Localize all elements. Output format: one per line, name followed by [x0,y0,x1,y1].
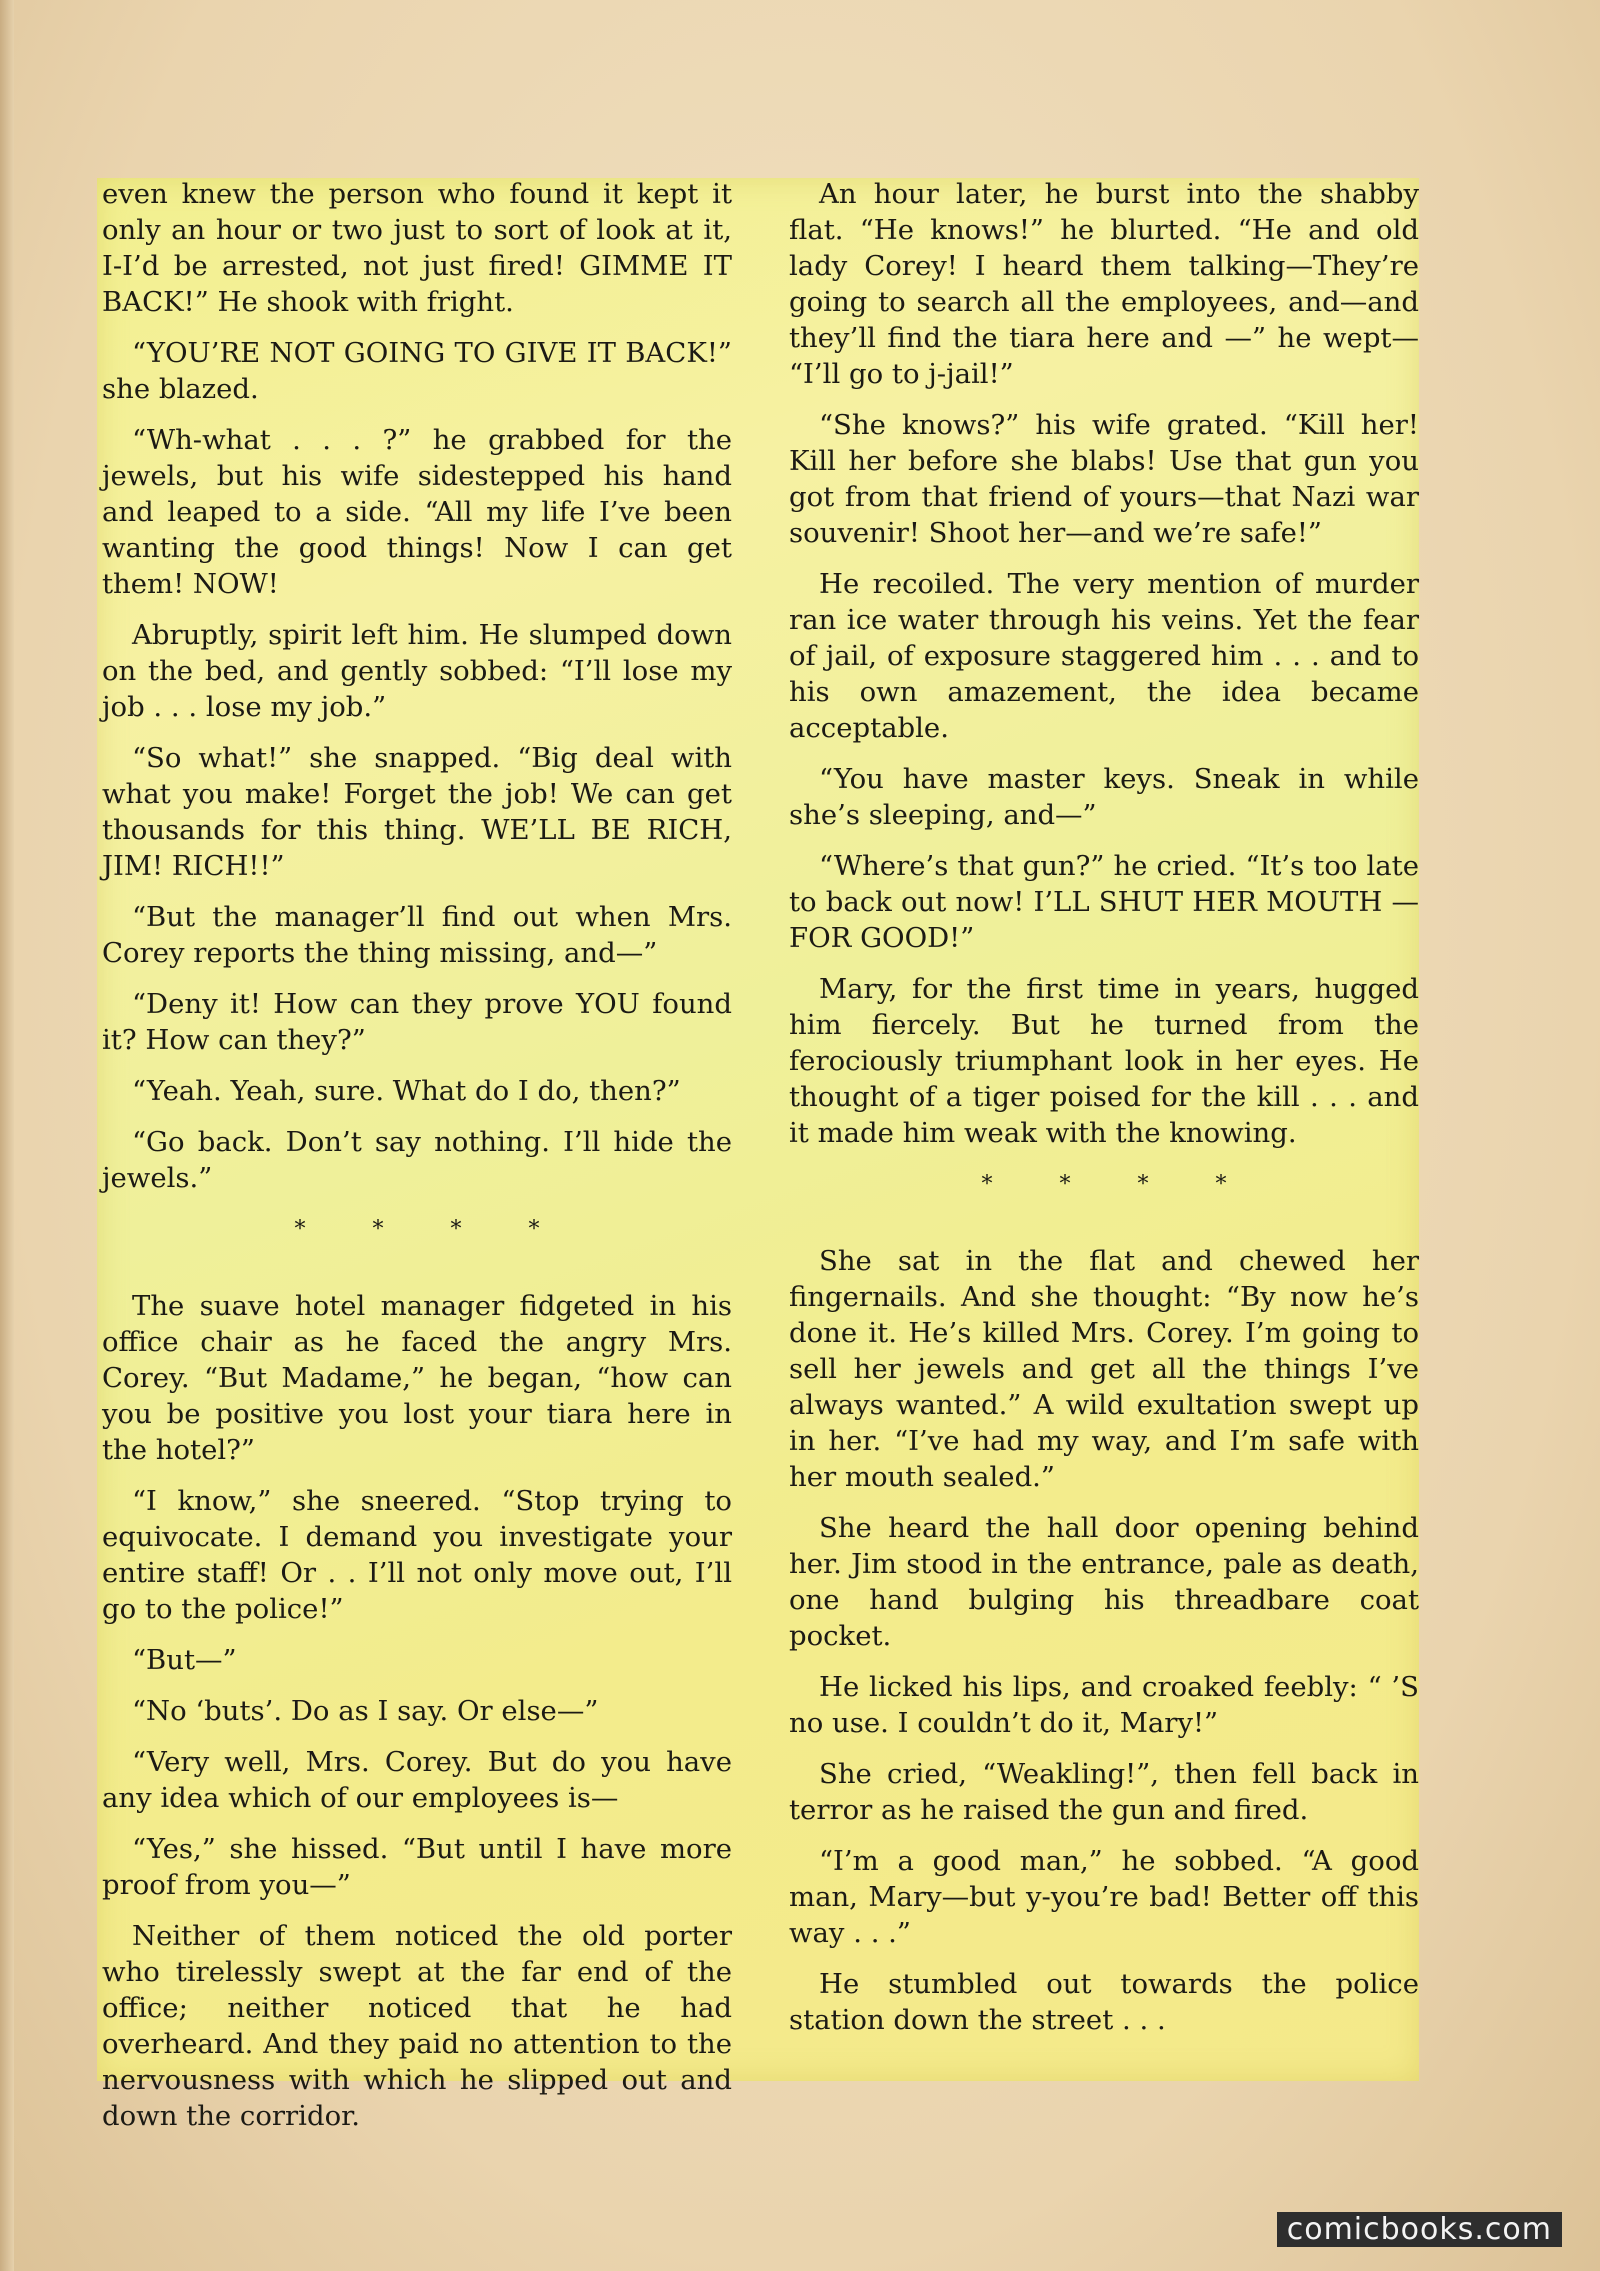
paragraph: “But the manager’ll find out when Mrs. Corey reports the thing missing, and—” [102,901,732,969]
paragraph: “So what!” she snapped. “Big deal with what you make! Forget the job! We can get thousands for this thing. WE’LL BE RICH, JIM! RICH!!” [102,742,732,882]
right-column [789,176,1419,2053]
paragraph: “Go back. Don’t say nothing. I’ll hide the jewels.” [102,1126,732,1194]
paragraph: “She knows?” his wife grated. “Kill her! Kill her before she blabs! Use that gun you got from that friend of yours—that Nazi war souvenir! Shoot her—and we’re safe!” [789,409,1419,549]
paragraph: Neither of them noticed the old porter who tirelessly swept at the far end of the office; neither noticed that he had overheard. And they paid no attention to the nervousness with which he slipped out and down the corridor. [102,1920,732,2132]
paragraph: Abruptly, spirit left him. He slumped down on the bed, and gently sobbed: “I’ll lose my job . . . lose my job.” [102,619,732,723]
paragraph: He recoiled. The very mention of murder ran ice water through his veins. Yet the fear of jail, of exposure staggered him . . . and to his own amazement, the idea became acceptable. [789,568,1419,744]
paragraph: Mary, for the first time in years, hugged him fiercely. But he turned from the ferociously triumphant look in her eyes. He thought of a tiger poised for the kill . . . and it made him weak with the knowing. [789,973,1419,1149]
paragraph: He stumbled out towards the police station down the street . . . [789,1968,1419,2036]
paragraph: “But—” [132,1644,237,1676]
paragraph: “Very well, Mrs. Corey. But do you have any idea which of our employees is— [102,1746,732,1814]
paragraph: “Wh-what . . . ?” he grabbed for the jewels, but his wife sidestepped his hand and leaped to a side. “All my life I’ve been wanting the good things! Now I can get them! NOW! [102,424,732,600]
paragraph: She sat in the flat and chewed her fingernails. And she thought: “By now he’s done it. He’s killed Mrs. Corey. I’m going to sell her jewels and get all the things I’ve always wanted.” A wild exultation swept up in her. “I’ve had my way, and I’m safe with her mouth sealed.” [789,1245,1419,1493]
paragraph: An hour later, he burst into the shabby flat. “He knows!” he blurted. “He and old lady Corey! I heard them talking—They’re going to search all the employees, and—and they’ll find the tiara here and —” he wept— “I’ll go to j-jail!” [789,178,1419,390]
paragraph: The suave hotel manager fidgeted in his office chair as he faced the angry Mrs. Corey. “But Madame,” he began, “how can you be positive you lost your tiara here in the hotel?” [102,1290,732,1466]
paragraph: “Deny it! How can they prove YOU found it? How can they?” [102,988,732,1056]
paragraph: She heard the hall door opening behind her. Jim stood in the entrance, pale as death, one hand bulging his threadbare coat pocket. [789,1512,1419,1652]
paragraph: “I know,” she sneered. “Stop trying to equivocate. I demand you investigate your entire staff! Or . . I’ll not only move out, I’ll go to the police!” [102,1485,732,1625]
site-watermark: comicbooks.com [1277,2212,1562,2247]
scene-break: * * * * [981,1172,1257,1197]
left-column [102,176,732,2149]
paragraph: “YOU’RE NOT GOING TO GIVE IT BACK!” she blazed. [102,337,732,405]
scene-break: * * * * [294,1217,570,1242]
page-binding [0,0,14,2271]
paragraph: She cried, “Weakling!”, then fell back in terror as he raised the gun and fired. [789,1758,1419,1826]
paragraph: “You have master keys. Sneak in while she’s sleeping, and—” [789,763,1419,831]
paragraph: “Yeah. Yeah, sure. What do I do, then?” [132,1075,681,1107]
paragraph: “I’m a good man,” he sobbed. “A good man, Mary—but y-you’re bad! Better off this way . . .” [789,1845,1419,1949]
paragraph: “Yes,” she hissed. “But until I have more proof from you—” [102,1833,732,1901]
paragraph: “Where’s that gun?” he cried. “It’s too late to back out now! I’LL SHUT HER MOUTH —FOR GOOD!” [789,850,1419,954]
paragraph: He licked his lips, and croaked feebly: “ ’S no use. I couldn’t do it, Mary!” [789,1671,1419,1739]
paragraph: “No ‘buts’. Do as I say. Or else—” [132,1695,599,1727]
paragraph: even knew the person who found it kept it only an hour or two just to sort of look at it, I-I’d be arrested, not just fired! GIMME IT BACK!” He shook with fright. [102,178,732,318]
